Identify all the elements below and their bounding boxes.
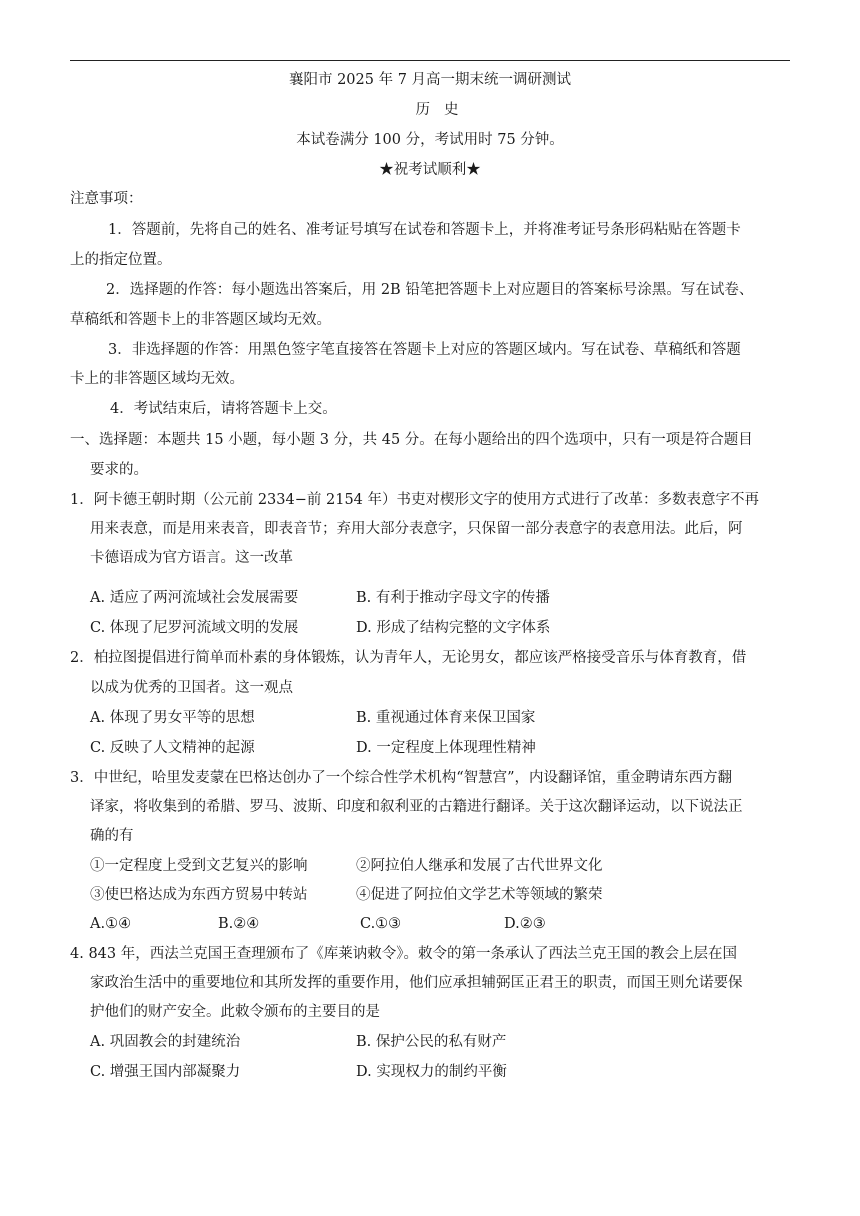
question-1-line-3: 卡德语成为官方语言。这一改革 — [90, 550, 293, 566]
section-1-heading: 一、选择题：本题共 15 小题，每小题 3 分，共 45 分。在每小题给出的四个选项中，只有一项是符合题目 — [70, 432, 753, 448]
question-2-option-b: B. 重视通过体育来保卫国家 — [356, 710, 536, 726]
note-3-line-1: 3．非选择题的作答：用黑色签字笔直接答在答题卡上对应的答题区域内。写在试卷、草稿纸和答题 — [108, 342, 741, 358]
question-3-statement-1: ①一定程度上受到文艺复兴的影响 — [90, 858, 308, 874]
header-rule — [70, 60, 790, 61]
question-3-option-c: C.①③ — [360, 916, 402, 932]
note-1-line-2: 上的指定位置。 — [70, 252, 172, 268]
question-3-option-d: D.②③ — [504, 916, 546, 932]
notes-heading: 注意事项： — [70, 191, 143, 207]
question-1-option-a: A. 适应了两河流域社会发展需要 — [90, 590, 299, 606]
question-3-line-2: 译家，将收集到的希腊、罗马、波斯、印度和叙利亚的古籍进行翻译。关于这次翻译运动，以下说法正 — [90, 799, 743, 815]
exam-title: 襄阳市 2025 年 7 月高一期末统一调研测试 — [288, 72, 572, 88]
question-2-option-c: C. 反映了人文精神的起源 — [90, 740, 255, 756]
question-2-line-2: 以成为优秀的卫国者。这一观点 — [90, 680, 293, 696]
exam-blessing: ★祝考试顺利★ — [379, 162, 481, 178]
exam-info: 本试卷满分 100 分，考试用时 75 分钟。 — [296, 132, 564, 148]
section-1-heading-cont: 要求的。 — [90, 462, 148, 478]
note-2-line-1: 2．选择题的作答：每小题选出答案后，用 2B 铅笔把答题卡上对应题目的答案标号涂黑。写在试卷、 — [106, 282, 754, 298]
question-4-option-c: C. 增强王国内部凝聚力 — [90, 1064, 241, 1080]
question-2-line-1: 2．柏拉图提倡进行简单而朴素的身体锻炼，认为青年人，无论男女，都应该严格接受音乐与体育教育，借 — [70, 650, 747, 666]
question-4-option-b: B. 保护公民的私有财产 — [356, 1034, 507, 1050]
question-4-line-3: 护他们的财产安全。此敕令颁布的主要目的是 — [90, 1004, 380, 1020]
question-2-option-a: A. 体现了男女平等的思想 — [90, 710, 255, 726]
note-3-line-2: 卡上的非答题区域均无效。 — [70, 371, 244, 387]
question-3-statement-4: ④促进了阿拉伯文学艺术等领域的繁荣 — [356, 887, 603, 903]
question-3-line-1: 3．中世纪，哈里发麦蒙在巴格达创办了一个综合性学术机构“智慧宫”，内设翻译馆，重金聘请东西方翻 — [70, 770, 733, 786]
question-1-option-b: B. 有利于推动字母文字的传播 — [356, 590, 550, 606]
question-3-option-a: A.①④ — [90, 916, 132, 932]
exam-subject: 历史 — [415, 102, 473, 118]
question-1-option-d: D. 形成了结构完整的文字体系 — [356, 620, 551, 636]
question-3-statement-2: ②阿拉伯人继承和发展了古代世界文化 — [356, 858, 603, 874]
question-3-option-b: B.②④ — [218, 916, 260, 932]
note-1-line-1: 1．答题前，先将自己的姓名、准考证号填写在试卷和答题卡上，并将准考证号条形码粘贴在答题卡 — [108, 222, 741, 238]
question-4-option-a: A. 巩固教会的封建统治 — [90, 1034, 241, 1050]
question-1-line-2: 用来表意，而是用来表音，即表音节；弃用大部分表意字，只保留一部分表意字的表意用法。此后，阿 — [90, 521, 743, 537]
note-2-line-2: 草稿纸和答题卡上的非答题区域均无效。 — [70, 312, 331, 328]
question-1-line-1: 1．阿卡德王朝时期（公元前 2334−前 2154 年）书吏对楔形文字的使用方式进行了改革：多数表意字不再 — [70, 492, 760, 508]
question-4-line-2: 家政治生活中的重要地位和其所发挥的重要作用，他们应承担辅弼匡正君王的职责，而国王则允诺要保 — [90, 975, 743, 991]
note-4: 4．考试结束后，请将答题卡上交。 — [110, 401, 337, 417]
question-4-line-1: 4. 843 年，西法兰克国王查理颁布了《库莱讷敕令》。敕令的第一条承认了西法兰克王国的教会上层在国 — [70, 946, 737, 962]
question-1-option-c: C. 体现了尼罗河流域文明的发展 — [90, 620, 299, 636]
question-3-line-3: 确的有 — [90, 828, 134, 844]
question-3-statement-3: ③使巴格达成为东西方贸易中转站 — [90, 887, 308, 903]
question-2-option-d: D. 一定程度上体现理性精神 — [356, 740, 536, 756]
question-4-option-d: D. 实现权力的制约平衡 — [356, 1064, 507, 1080]
